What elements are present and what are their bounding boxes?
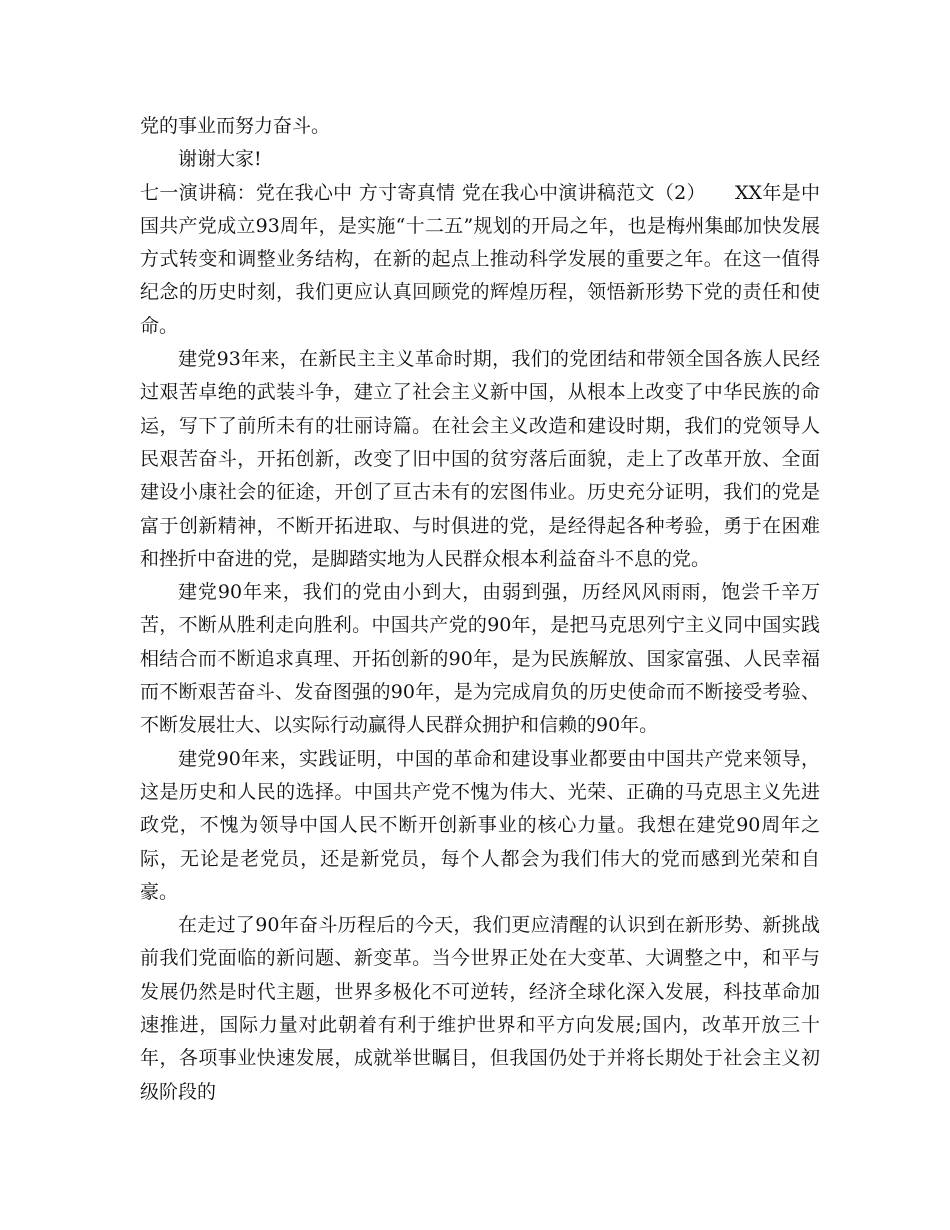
paragraph-3: 七一演讲稿：党在我心中 方寸寄真情 党在我心中演讲稿范文（2） XX年是中国共产党成立93周年，是实施“十二五”规划的开局之年，也是梅州集邮加快发展方式转变和调整业务结构，在新的起点上推动科学发展的重要之年。在这一值得纪念的历史时刻，我们更应认真回顾党的辉煌历程，领悟新形势下党的责任和使命。 [140, 181, 820, 337]
document-body [140, 110, 820, 1109]
paragraph-7: 在走过了90年奋斗历程后的今天，我们更应清醒的认识到在新形势、新挑战前我们党面临的新问题、新变革。当今世界正处在大变革、大调整之中，和平与发展仍然是时代主题，世界多极化不可逆转，经济全球化深入发展，科技革命加速推进，国际力量对此朝着有利于维护世界和平方向发展;国内，改革开放三十年，各项事业快速发展，成就举世瞩目，但我国仍处于并将长期处于社会主义初级阶段的 [140, 914, 820, 1103]
paragraph-2: 谢谢大家! [178, 148, 262, 171]
paragraph-5: 建党90年来，我们的党由小到大，由弱到强，历经风风雨雨，饱尝千辛万苦，不断从胜利走向胜利。中国共产党的90年，是把马克思列宁主义同中国实践相结合而不断追求真理、开拓创新的90年，是为民族解放、国家富强、人民幸福而不断艰苦奋斗、发奋图强的90年，是为完成肩负的历史使命而不断接受考验、不断发展壮大、以实际行动赢得人民群众拥护和信赖的90年。 [140, 581, 820, 737]
paragraph-1: 党的事业而努力奋斗。 [140, 115, 331, 137]
paragraph-4: 建党93年来，在新民主主义革命时期，我们的党团结和带领全国各族人民经过艰苦卓绝的武装斗争，建立了社会主义新中国，从根本上改变了中华民族的命运，写下了前所未有的壮丽诗篇。在社会主义改造和建设时期，我们的党领导人民艰苦奋斗，开拓创新，改变了旧中国的贫穷落后面貌，走上了改革开放、全面建设小康社会的征途，开创了亘古未有的宏图伟业。历史充分证明，我们的党是富于创新精神，不断开拓进取、与时俱进的党，是经得起各种考验，勇于在困难和挫折中奋进的党，是脚踏实地为人民群众根本利益奋斗不息的党。 [140, 348, 820, 570]
paragraph-6: 建党90年来，实践证明，中国的革命和建设事业都要由中国共产党来领导，这是历史和人民的选择。中国共产党不愧为伟大、光荣、正确的马克思主义先进政党，不愧为领导中国人民不断开创新事业的核心力量。我想在建党90周年之际，无论是老党员，还是新党员，每个人都会为我们伟大的党而感到光荣和自豪。 [140, 747, 820, 903]
